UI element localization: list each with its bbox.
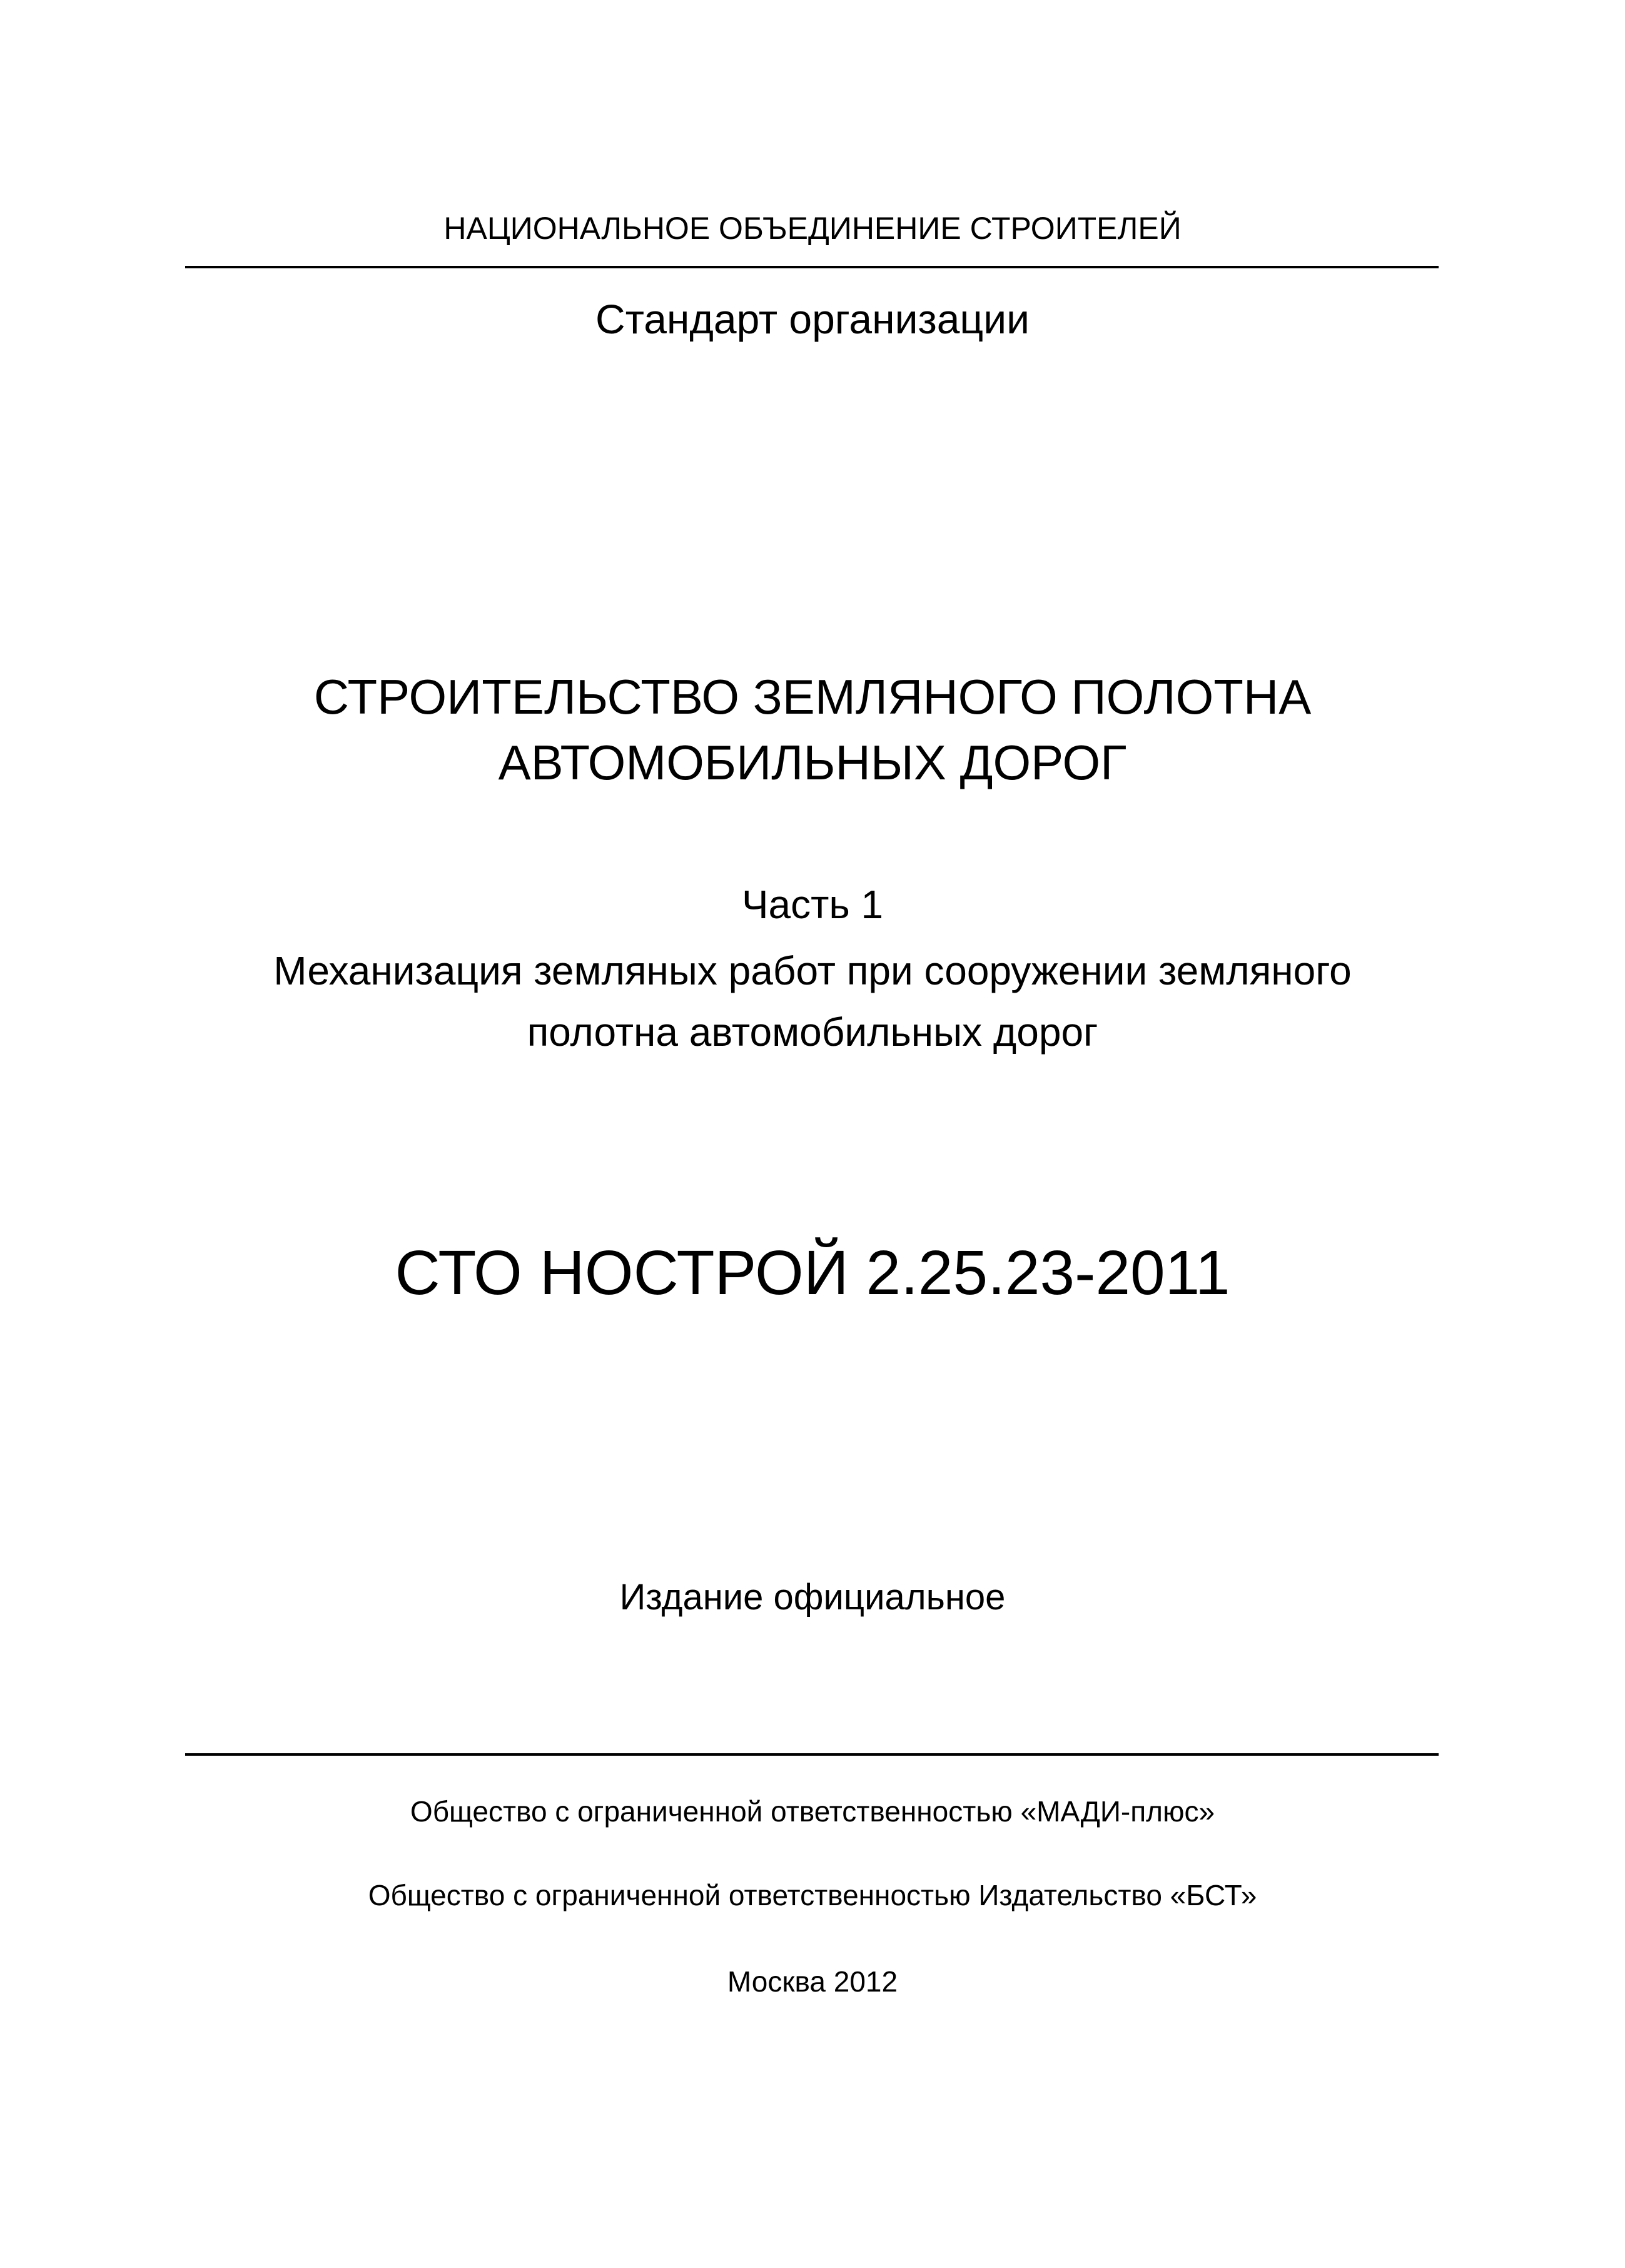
standard-code: СТО НОСТРОЙ 2.25.23-2011 [395, 1238, 1230, 1308]
organization-name: НАЦИОНАЛЬНОЕ ОБЪЕДИНЕНИЕ СТРОИТЕЛЕЙ [443, 211, 1182, 246]
publisher-2: Общество с ограниченной ответственностью Издательство «БСТ» [368, 1879, 1257, 1911]
edition-label: Издание официальное [619, 1577, 1006, 1617]
part-name-line-2: полотна автомобильных дорог [527, 1010, 1098, 1055]
publisher-1: Общество с ограниченной ответственностью «МАДИ-плюс» [410, 1795, 1215, 1828]
bottom-divider [185, 1753, 1439, 1756]
document-type: Стандарт организации [595, 296, 1030, 342]
document-title-line-2: АВТОМОБИЛЬНЫХ ДОРОГ [498, 735, 1127, 790]
city-year: Москва 2012 [727, 1965, 898, 1998]
document-title-line-1: СТРОИТЕЛЬСТВО ЗЕМЛЯНОГО ПОЛОТНА [313, 669, 1312, 724]
part-label: Часть 1 [741, 882, 884, 927]
top-divider [185, 266, 1439, 268]
part-name-line-1: Механизация земляных работ при сооружении земляного [273, 948, 1352, 993]
